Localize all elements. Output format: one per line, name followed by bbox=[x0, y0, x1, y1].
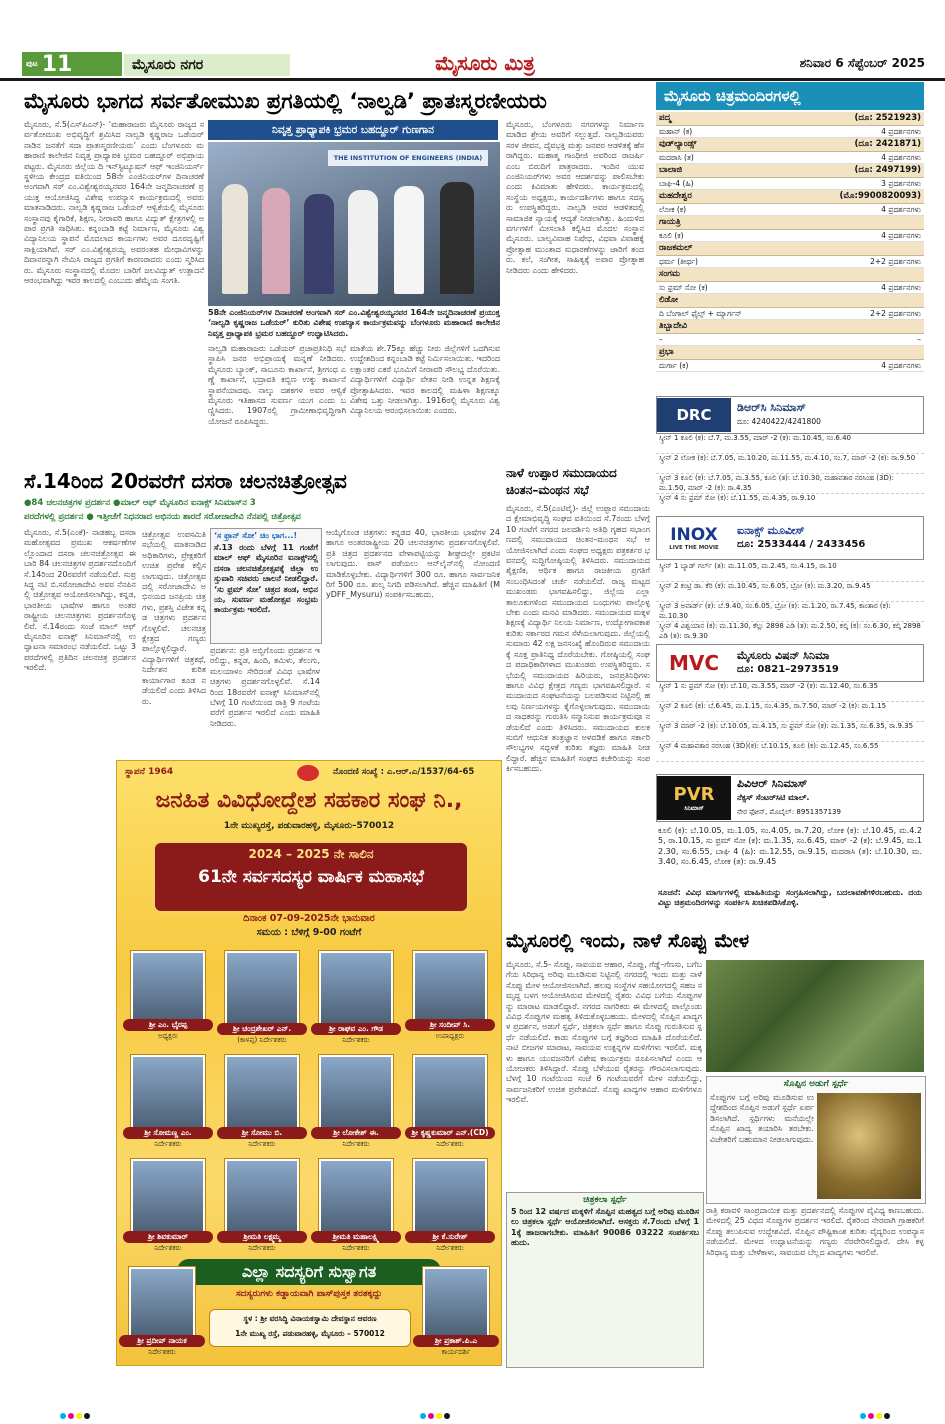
ad-year: 2024 – 2025 ನೇ ಸಾಲಿನ bbox=[248, 847, 374, 861]
film-name: ಬಾಘಿ-4 (ಹಿ) bbox=[659, 179, 694, 188]
person-photo bbox=[413, 1159, 487, 1237]
ad-person bbox=[217, 951, 307, 1045]
drc-schedule bbox=[656, 434, 924, 512]
pvr-phone: ನೇರ ಫೋನ್, ಮೊಬೈಲ್: 8951357139 bbox=[737, 808, 841, 816]
drc-phone: ದೂ: 4240422/4241800 bbox=[737, 417, 821, 426]
cinema-note: ಸೂಚನೆ: ವಿವಿಧ ಮಾರ್ಗಗಳಲ್ಲಿ ಮಾಹಿತಿಯನ್ನು ಸಂಗ್ರಹಿಸಲಾಗಿದ್ದು, ಬದಲಾವಣೆಗಳಿರಬಹುದು. ದಯವಿಟ್ಟು ಚಿತ್ರಮಂದಿರಗಳನ್ನು ಸಂಪರ್ಕಿಸಿ ಖಚಿತಪಡಿಸಿಕೊಳ್ಳಿ. bbox=[658, 888, 922, 908]
agm-advertisement bbox=[116, 760, 502, 1366]
ad-person bbox=[311, 1055, 401, 1149]
drawing-contest-box bbox=[506, 1192, 704, 1368]
person-role: ನಿರ್ದೇಶಕರು bbox=[154, 1140, 182, 1148]
person-photo bbox=[225, 951, 299, 1029]
film-name: ದಿ ಬೆಂಗಾಲ್ ಫೈಲ್ಸ್ + ಮ್ಯಾರ್ಗನ್ bbox=[659, 309, 742, 318]
schedule-line: ಸ್ಕ್ರೀನ್ 1 ಸು ಫ್ರಮ್ ಸೋ (ಕ): ಬೆ.10, ಮ.3.55, ಮಾರ್ ‑2 (ಕ): ಮ.12.40, ಸಂ.6.35 bbox=[656, 682, 924, 702]
dasara-body-col4: ಆಯ್ಕೆಗೊಂಡ ಚಿತ್ರಗಳು: ಕನ್ನಡದ 40, ಭಾರತೀಯ ಭಾಷೆಗಳ 24 ಹಾಗೂ ಅಂತರರಾಷ್ಟ್ರೀಯ 20 ಚಲನಚಿತ್ರಗಳು ಪ್ರದರ್ಶನಗೊಳ್ಳಲಿವೆ. ಪ್ರತಿ ಚಿತ್ರದ ಪ್ರದರ್ಶನದ ವೇಳಾಪಟ್ಟಿಯನ್ನು ಶೀಘ್ರದಲ್ಲೇ ಪ್ರಕಟಿಸಲಾಗುವುದು. ಪಾಸ್ ಪಡೆಯಲು ಆನ್‌ಲೈನ್‌ನಲ್ಲಿ ನೋಂದಣಿ ಮಾಡಿಕೊಳ್ಳಬೇಕು. ವಿದ್ಯಾರ್ಥಿಗಳಿಗೆ 300 ರೂ. ಹಾಗೂ ಸಾರ್ವಜನಿಕರಿಗೆ 500 ರೂ. ಶುಲ್ಕ ನಿಗದಿ ಪಡಿಸಲಾಗಿದೆ. ಹೆಚ್ಚಿನ ಮಾಹಿತಿಗೆ (MyDFF_Mysuru) ಸಂಪರ್ಕಿಸಬಹುದು. bbox=[326, 528, 500, 600]
schedule-line: ಸ್ಕ್ರೀನ್ 2 ಕೂಲಿ (ಕ): ಬೆ.6.45, ಮ.1.15, ಸಂ.4.35, ರಾ.7.50, ಮಾರ್ ‑2 (ಕ): ಮ.1.15 bbox=[656, 702, 924, 722]
page-number-badge bbox=[22, 52, 122, 76]
person-photo bbox=[225, 1159, 299, 1237]
schedule-line: ಸ್ಕ್ರೀನ್ 3 ಮಾರ್ ‑2 (ಕ): ಬೆ.10.05, ಮ.4.15, ಸು ಫ್ರಮ್ ಸೋ (ಕ): ಮ.1.35, ಸಂ.6.35, ರಾ.9.35 bbox=[656, 722, 924, 742]
person-name: ಶ್ರೀ ರಾಘವ ಎಂ. ಗೌಡ bbox=[311, 1023, 401, 1035]
person-role: ಕಾರ್ಯದರ್ಶಿ bbox=[441, 1348, 471, 1356]
person-name: ಶ್ರೀ ಸೋಮು ಬಿ. bbox=[217, 1127, 307, 1139]
schedule-line: ಸ್ಕ್ರೀನ್ 2 ಲೋಕ (ಕ): ಬೆ.7.05, ಮ.10.20, ಮ.11.55, ಮ.4.10, ಸಂ.7, ಮಾರ್ ‑2 (ಕ): ರಾ.9.50 bbox=[656, 454, 924, 474]
theatre-entry bbox=[656, 268, 924, 294]
cooking-contest-title: ಸೊಪ್ಪಿನ ಅಡುಗೆ ಸ್ಪರ್ಧೆ bbox=[783, 1079, 849, 1089]
inox-tagline: LIVE THE MOVIE bbox=[669, 545, 719, 551]
theatre-name: ವುಡ್‌ಲ್ಯಾಂಡ್ಸ್ bbox=[659, 139, 697, 149]
ad-welcome: ಎಲ್ಲಾ ಸದಸ್ಯರಿಗೆ ಸುಸ್ವಾಗತ bbox=[177, 1259, 441, 1285]
lead-photo-caption: 58ನೇ ಎಂಜಿನಿಯರ್‌ಗಳ ದಿನಾಚರಣೆ ಅಂಗವಾಗಿ ಸರ್ ಎಂ.ವಿಶ್ವೇಶ್ವರಯ್ಯನವರ 164ನೇ ಜನ್ಮದಿನಾಚರಣೆ ಪ್ರಯುಕ್ತ ‘ನಾಲ್ವಡಿ ಕೃಷ್ಣರಾಜ ಒಡೆಯರ್’ ಕುರಿತು ವಿಶೇಷ ಉಪನ್ಯಾಸ ಕಾರ್ಯಕ್ರಮವನ್ನು ಬೆಂಗಳೂರು ಮಹಾರಾಣಿ ಕಾಲೇಜಿನ ನಿವೃತ್ತ ಪ್ರಾಧ್ಯಾಪಕಿ ಭ್ರಮರ ಬಹದ್ದೂರ್ ಉದ್ಘಾಟಿಸಿದರು. bbox=[208, 308, 500, 338]
registration-marks bbox=[420, 1404, 452, 1423]
person-figure bbox=[394, 186, 424, 294]
person-figure bbox=[348, 190, 378, 294]
mvc-name: ಮೈಸೂರು ವಿಷನ್ ಸಿನಿಮಾ bbox=[737, 649, 830, 662]
ad-person bbox=[123, 1159, 213, 1253]
person-name: ಶ್ರೀ ಸಂದೀಪ್ ಸಿ. bbox=[405, 1019, 495, 1031]
theatre-name: ರಾಜಕಮಲ್ bbox=[659, 243, 693, 253]
schedule-line: ಸ್ಕ್ರೀನ್ 3 ಕೂಲಿ (ಕ): ಬೆ.7.05, ಮ.3.55, ಕೂಲಿ (ತ): ಬೆ.10.30, ಮಹಾವತಾರ ನರಸಿಂಹ (3D): ಮ.1.50, ಮಾರ್ ‑2 (ಕ): ರಾ.4.35 bbox=[656, 474, 924, 494]
person-figure bbox=[304, 194, 334, 294]
person-role: ನಿರ್ದೇಶಕರು bbox=[342, 1140, 370, 1148]
person-name: ಶ್ರೀ ಎಂ. ಭೈರಪ್ಪ bbox=[123, 1019, 213, 1031]
registration-marks bbox=[60, 1404, 92, 1423]
lead-body-col2: ನಾಲ್ವಡಿ ಮಹಾರಾಜರು ಒಡೆಯರ್ ಪ್ರಜಾಪ್ರತಿನಿಧಿ ಸಭೆ ಸ್ಥಾಪಿಸಿ ಜನರ ಅಭಿಪ್ರಾಯಕ್ಕೆ ಮನ್ನಣೆ ನೀಡಿದರು. ಮೈಸೂರು ಬ್ಯಾಂಕ್, ಸಾಬೂನು ಕಾರ್ಖಾನೆ, ಶ್ರೀಗಂಧ ಎಣ್ಣೆ ಕಾರ್ಖಾನೆ, ಭದ್ರಾವತಿ ಕಬ್ಬಿಣ ಉಕ್ಕು ಕಾರ್ಖಾನೆ ಸ್ಥಾಪನೆಯಾದವು. ನಾಲ್ಕು ದಶಕಗಳ ಅವರ ಆಳ್ವಿಕೆ ಮೈಸೂರು ಇತಿಹಾಸದ ಸುವರ್ಣ ಯುಗ ಎಂದು ಬಣ್ಣಿಸಿದರು. 1907ರಲ್ಲಿ ಗ್ರಾಮೀಣಾಭಿವೃದ್ಧಿಗಾಗಿ ಯೋಜನೆ ರೂಪಿಸಿದ್ದರು. bbox=[208, 344, 346, 426]
ad-person bbox=[311, 951, 401, 1045]
ad-person bbox=[311, 1159, 401, 1253]
person-photo bbox=[131, 951, 205, 1025]
show-count: 2+2 ಪ್ರದರ್ಶನಗಳು bbox=[870, 309, 921, 318]
person-photo bbox=[319, 1055, 393, 1133]
pvr-logo-text: PVR bbox=[673, 783, 715, 805]
person-role: ನಿರ್ದೇಶಕರು bbox=[248, 1140, 276, 1148]
theatre-phone: (ದೂ: 2521923) bbox=[854, 113, 921, 123]
person-figure bbox=[262, 188, 290, 294]
page-prefix: ಪುಟ bbox=[26, 59, 38, 68]
person-role: ನಿರ್ದೇಶಕರು bbox=[436, 1244, 464, 1252]
theatre-entry bbox=[656, 216, 924, 242]
mvc-banner bbox=[656, 644, 924, 682]
film-name: ಲೋಕ (ಕ) bbox=[659, 205, 687, 214]
ad-person bbox=[405, 951, 495, 1041]
dasara-subhead-1: ●84 ಚಲನಚಿತ್ರಗಳ ಪ್ರದರ್ಶನ ●ಮಾಲ್ ಆಫ್ ಮೈಸೂರಿನ ಐನಾಕ್ಸ್ ಸಿನಿಮಾಸ್‌ನ 3 bbox=[24, 498, 256, 508]
film-name: ಮದರಾಸಿ (ತ) bbox=[659, 153, 694, 162]
person-name: ಶ್ರೀ ಪ್ರದೀಪ್ ನಾಯಕ bbox=[119, 1335, 205, 1347]
ad-registration: ನೊಂದಣಿ ಸಂಖ್ಯೆ : ಎ.ಆರ್.ಎ/1537/64-65 bbox=[333, 767, 475, 777]
show-count: – bbox=[917, 335, 921, 344]
person-photo bbox=[319, 951, 393, 1029]
dasara-body-col3: ಪ್ರದರ್ಶನ: ಪ್ರತಿ ಅಬ್ಬಿಗೊಂದು ಪ್ರದರ್ಶನ ಇರಲಿದ್ದು, ಕನ್ನಡ, ಹಿಂದಿ, ತಮಿಳು, ತೆಲುಗು, ಮಲಯಾಳಂ ಸೇರಿದಂತೆ ವಿವಿಧ ಭಾಷೆಗಳ ಚಿತ್ರಗಳು ಪ್ರದರ್ಶನಗೊಳ್ಳಲಿವೆ. ಸೆ.14 ರಿಂದ 18ರವರೆಗೆ ಐನಾಕ್ಸ್ ಸಿನಿಮಾಸ್‌ನಲ್ಲಿ ಬೆಳಗ್ಗೆ 10 ಗಂಟೆಯಿಂದ ರಾತ್ರಿ 9 ಗಂಟೆಯವರೆಗೆ ಪ್ರದರ್ಶನ ಇರಲಿದೆ ಎಂದು ಮಾಹಿತಿ ನೀಡಿದರು. bbox=[210, 646, 320, 728]
dasara-body-col1: ಮೈಸೂರು, ಸೆ.5(ಎಂಕೆ)- ನಾಡಹಬ್ಬ ದಸರಾ ಮಹೋತ್ಸವದ ಪ್ರಮುಖ ಆಕರ್ಷಣೆಗಳಲ್ಲೊಂದಾದ ದಸರಾ ಚಲನಚಿತ್ರೋತ್ಸವ ಈ ಬಾರಿ 84 ಚಲನಚಿತ್ರಗಳ ಪ್ರದರ್ಶನದೊಂದಿಗೆ ಸೆ.14ರಿಂದ 20ರವರೆಗೆ ನಡೆಯಲಿದೆ. ಸುಪ್ರಸಿದ್ಧ ನಟಿ ಬಿ.ಸರೋಜಾದೇವಿ ಅವರ ನೆನಪಿನಲ್ಲಿ ಚಿತ್ರೋತ್ಸವ ಆಯೋಜಿಸಲಾಗಿದ್ದು, ಕನ್ನಡ, ಭಾರತೀಯ ಭಾಷೆಗಳ ಹಾಗೂ ಅಂತರರಾಷ್ಟ್ರೀಯ ಚಲನಚಿತ್ರಗಳು ಪ್ರದರ್ಶನಗೊಳ್ಳಲಿವೆ. ಸೆ.14ರಂದು ಸಂಜೆ ಮಾಲ್ ಆಫ್ ಮೈಸೂರಿನ ಐನಾಕ್ಸ್ ಸಿನಿಮಾಸ್‌ನಲ್ಲಿ ಉದ್ಘಾಟನಾ ಸಮಾರಂಭ ನಡೆಯಲಿದೆ. ಒಟ್ಟು 3 ಪರದೆಗಳಲ್ಲಿ ಪ್ರತಿದಿನ ಚಲನಚಿತ್ರ ಪ್ರದರ್ಶನ ಇರಲಿದೆ. bbox=[24, 528, 136, 673]
show-count: 4 ಪ್ರದರ್ಶನಗಳು bbox=[881, 231, 921, 240]
theatre-name: ಸಂಗಮ bbox=[659, 269, 680, 279]
mvc-phone: ದೂ: 0821–2973519 bbox=[737, 664, 839, 675]
schedule-line: ಸ್ಕ್ರೀನ್ 1 ಬ್ಯಾಡ್ ಗರ್ಲ್ (ತ): ಮ.11.05, ಮ.2.45, ಸಂ.4.15, ರಾ.10 bbox=[656, 562, 924, 582]
person-photo bbox=[423, 1267, 489, 1341]
page-number: 11 bbox=[41, 51, 73, 77]
theatre-entry bbox=[656, 346, 924, 372]
ad-person bbox=[217, 1159, 307, 1253]
person-role: ನಿರ್ದೇಶಕರು bbox=[342, 1244, 370, 1252]
person-name: ಶ್ರೀ ಶಿವಕುಮಾರ್ bbox=[123, 1231, 213, 1243]
ad-meeting-title: 61ನೇ ಸರ್ವಸದಸ್ಯರ ವಾರ್ಷಿಕ ಮಹಾಸಭೆ bbox=[198, 867, 424, 887]
person-name: ಶ್ರೀ ಚಂದ್ರಶೇಖರ್ ಎನ್. bbox=[217, 1023, 307, 1035]
drc-logo: DRC bbox=[657, 398, 731, 432]
soppu-body-col1: ಮೈಸೂರು, ಸೆ.5- ಸೊಪ್ಪು, ಸಾವಯವ ಆಹಾರ, ಸೊಪ್ಪು, ಗೆಡ್ಡೆ–ಗೆಣಸು, ಬಗೆಬಗೆಯ ಸಿರಿಧಾನ್ಯ ಅರಿವು ಮೂಡಿಸುವ ನಿಟ್ಟಿನಲ್ಲಿ ನಗರದಲ್ಲಿ ಇಂದು ಮತ್ತು ನಾಳೆ ಸೊಪ್ಪು ಮೇಳ ಆಯೋಜಿಸಲಾಗಿದೆ. ಹಲವು ಸಂಸ್ಥೆಗಳ ಸಹಯೋಗದಲ್ಲಿ ಸಹಜ ಸಮೃದ್ಧ ಬಳಗ ಆಯೋಜಿಸಿರುವ ಮೇಳದಲ್ಲಿ ರೈತರು ವಿವಿಧ ಬಗೆಯ ಸೊಪ್ಪುಗಳನ್ನು ಮಾರಾಟ ಮಾಡಲಿದ್ದಾರೆ. ನಗರದ ನಾಗರಿಕರು ಈ ಮೇಳದಲ್ಲಿ ಪಾಲ್ಗೊಂಡು ವಿವಿಧ ಸೊಪ್ಪುಗಳ ಮಹತ್ವ ತಿಳಿದುಕೊಳ್ಳಬಹುದು. ಮೇಳದಲ್ಲಿ ಸೊಪ್ಪಿನ ಖಾದ್ಯಗಳ ಪ್ರದರ್ಶನ, ಅಡುಗೆ ಸ್ಪರ್ಧೆ, ಚಿತ್ರಕಲಾ ಸ್ಪರ್ಧೆ ಹಾಗೂ ಸೊಪ್ಪು ಗುರುತಿಸುವ ಸ್ಪರ್ಧೆ ನಡೆಯಲಿದೆ. ಕಾಡು ಸೊಪ್ಪುಗಳ ಬಗ್ಗೆ ತಜ್ಞರಿಂದ ಮಾಹಿತಿ ದೊರೆಯಲಿದೆ. ನಾಟಿ ಬೀಜಗಳ ಮಾರಾಟ, ಸಾವಯವ ಉತ್ಪನ್ನಗಳ ಮಳಿಗೆಗಳು ಇರಲಿವೆ. ಮಕ್ಕಳು ಹಾಗೂ ಯುವಜನರಿಗೆ ವಿಶೇಷ ಕಾರ್ಯಕ್ರಮ ರೂಪಿಸಲಾಗಿದೆ ಎಂದು ಆಯೋಜಕರು ತಿಳಿಸಿದ್ದಾರೆ. ಸೊಪ್ಪು ಬೆಳೆಯುವ ರೈತರನ್ನು ಗೌರವಿಸಲಾಗುವುದು. ಬೆಳಗ್ಗೆ 10 ಗಂಟೆಯಿಂದ ಸಂಜೆ 6 ಗಂಟೆಯವರೆಗೆ ಮೇಳ ನಡೆಯಲಿದ್ದು, ಸಾರ್ವಜನಿಕರಿಗೆ ಉಚಿತ ಪ್ರವೇಶವಿದೆ. ಸೊಪ್ಪು ಖಾದ್ಯಗಳ ಆಹಾರ ಮಳಿಗೆಗಳೂ ಇರಲಿವೆ. bbox=[506, 960, 702, 1105]
ad-venue-2: 1ನೇ ಮುಖ್ಯ ರಸ್ತೆ, ಪಡುವಾರಹಳ್ಳಿ, ಮೈಸೂರು – 570012 bbox=[235, 1329, 385, 1338]
inox-logo-text: INOX bbox=[670, 525, 718, 545]
registration-marks bbox=[860, 1404, 892, 1423]
cinema-list bbox=[656, 112, 924, 392]
ad-venue: ಸ್ಥಳ : ಶ್ರೀ ವರಸಿದ್ಧಿ ವಿನಾಯಕಸ್ವಾಮಿ ದೇವಸ್ಥಾನ ಆವರಣ bbox=[243, 1314, 377, 1323]
schedule-line: ಸ್ಕ್ರೀನ್ 1 ಕೂಲಿ (ಕ): ಬೆ.7, ಮ.3.55, ಮಾರ್ ‑2 (ಕ): ಮ.10.45, ಸಂ.6.40 bbox=[656, 434, 924, 454]
dasara-box bbox=[210, 528, 322, 644]
ad-person bbox=[119, 1267, 205, 1357]
inox-phone: ದೂ: 2533444 / 2433456 bbox=[737, 539, 866, 550]
drawing-contest-title: ಚಿತ್ರಕಲಾ ಸ್ಪರ್ಧೆ bbox=[583, 1195, 627, 1205]
dasara-subhead-2: ಪರದೆಗಳಲ್ಲಿ ಪ್ರದರ್ಶನ ● ಇತ್ತೀಚೆಗೆ ನಿಧನರಾದ ಅಭಿನಯ ಶಾರದೆ ಸರೋಜಾದೇವಿ ನೆನಪಲ್ಲಿ ಚಿತ್ರೋತ್ಸವ bbox=[24, 512, 301, 522]
person-role: ನಿರ್ದೇಶಕರು bbox=[148, 1348, 176, 1356]
cinema-title: ಮೈಸೂರು ಚಿತ್ರಮಂದಿರಗಳಲ್ಲಿ bbox=[656, 82, 924, 110]
schedule-line: ಸ್ಕ್ರೀನ್ 4 ಸು ಫ್ರಮ್ ಸೋ (ಕ): ಬೆ.11.55, ಮ.4.35, ರಾ.9.10 bbox=[656, 494, 924, 512]
dasara-box-title: ‘ಸ ಫ್ರಾನ್ ಸೋ’ ಚಿಂ ಭಾಗ...! bbox=[214, 531, 298, 540]
person-figure bbox=[440, 182, 474, 294]
person-name: ಶ್ರೀಮತಿ ಮಹಾಲಕ್ಷ್ಮಿ bbox=[311, 1231, 401, 1243]
person-role: ನಿರ್ದೇಶಕರು bbox=[342, 1036, 370, 1044]
person-name: ಶ್ರೀ ಪ್ರಕಾಶ್.ಪಿ.ಎ bbox=[413, 1335, 499, 1347]
show-count: 4 ಪ್ರದರ್ಶನಗಳು bbox=[881, 153, 921, 162]
person-photo bbox=[129, 1267, 195, 1341]
ad-person bbox=[123, 1055, 213, 1149]
show-count: 2+2 ಪ್ರದರ್ಶನಗಳು bbox=[870, 257, 921, 266]
person-figure bbox=[222, 184, 248, 294]
theatre-phone: (ದೂ: 2497199) bbox=[854, 165, 921, 175]
theatre-entry bbox=[656, 320, 924, 346]
dasara-headline: ಸೆ.14ರಿಂದ 20ರವರೆಗೆ ದಸರಾ ಚಲನಚಿತ್ರೋತ್ಸವ bbox=[24, 469, 347, 493]
schedule-line: ಸ್ಕ್ರೀನ್ 4 ವಿಶ್ವಯಾನ (ಕ): ಮ.11.30, ಕೆಲ್ಲು 2898 ಎಡಿ (ತ): ಮ.2.50, ಕಲ್ಕಿ (ಕ): ಸಂ.6.30, ಕಲ್ಕಿ 2898 ಎಡಿ (ತ): ರಾ.9.30 bbox=[656, 622, 924, 640]
theatre-entry bbox=[656, 164, 924, 190]
person-photo bbox=[413, 1055, 487, 1133]
ad-meeting-banner bbox=[153, 841, 469, 913]
pvr-place: ನೆಕ್ಸಸ್ ಸೆಂಟರ್‌ಸಿಟಿ ಮಾಲ್. bbox=[737, 793, 810, 802]
ad-time: ಸಮಯ : ಬೆಳಿಗ್ಗೆ 9-00 ಗಂಟೆಗೆ bbox=[256, 927, 362, 938]
show-count: 4 ಪ್ರದರ್ಶನಗಳು bbox=[881, 205, 921, 214]
person-photo bbox=[319, 1159, 393, 1237]
person-role: ಅಧ್ಯಕ್ಷರು bbox=[158, 1032, 178, 1040]
mvc-logo: MVC bbox=[657, 646, 731, 680]
theatre-entry bbox=[656, 242, 924, 268]
schedule-line: ಸ್ಕ್ರೀನ್ 4 ಮಹಾವತಾರ ನರಸಿಂಹ (3D)(ಕ): ಬೆ.10.15, ಕೂಲಿ (ಕ): ಮ.12.45, ಸಂ.6.55 bbox=[656, 742, 924, 762]
person-role: ನಿರ್ದೇಶಕರು bbox=[436, 1140, 464, 1148]
theatre-name: ಲಿಡೋ bbox=[659, 295, 679, 305]
pvr-name: ಪಿವಿಆರ್ ಸಿನಿಮಾಸ್ bbox=[737, 777, 808, 790]
person-name: ಶ್ರೀ ಸೋಮಣ್ಣ ಎಂ. bbox=[123, 1127, 213, 1139]
pvr-logo bbox=[657, 776, 731, 820]
masthead bbox=[0, 50, 945, 81]
person-role: (ಕಾಳಪ್ಪ) ನಿರ್ದೇಶಕರು bbox=[237, 1036, 287, 1044]
theatre-name: ಮಹದೇಶ್ವರ bbox=[659, 191, 692, 201]
lead-body-col4: ಮೈಸೂರು, ಬೆಂಗಳೂರು ನಗರಗಳನ್ನು ನಿರ್ಮಾಣ ಮಾಡಿದ ಶ್ರೇಯ ಅವರಿಗೆ ಸಲ್ಲುತ್ತದೆ. ನಾಲ್ವಡಿಯವರು ಸರಳ ಜೀವನ, ದೈವಭಕ್ತಿ ಮತ್ತು ಜನಪರ ಆಡಳಿತಕ್ಕೆ ಹೆಸರಾಗಿದ್ದರು. ಮಹಾತ್ಮ ಗಾಂಧೀಜಿ ಅವರಿಂದ ರಾಜರ್ಷಿ ಎಂಬ ಬಿರುದಿಗೆ ಪಾತ್ರರಾದರು. ಇಂದಿನ ಯುವ ಎಂಜಿನಿಯರ್‌ಗಳು ಅವರ ಆದರ್ಶವನ್ನು ಪಾಲಿಸಬೇಕು ಎಂದು ಕಿವಿಮಾತು ಹೇಳಿದರು. ಕಾರ್ಯಕ್ರಮದಲ್ಲಿ ಸಂಸ್ಥೆಯ ಅಧ್ಯಕ್ಷರು, ಕಾರ್ಯದರ್ಶಿಗಳು ಹಾಗೂ ಸದಸ್ಯರು ಉಪಸ್ಥಿತರಿದ್ದರು. ನಾಲ್ವಡಿ ಅವರ ಆಡಳಿತದಲ್ಲಿ ಸಾಮಾಜಿಕ ನ್ಯಾಯಕ್ಕೆ ಆದ್ಯತೆ ನೀಡಲಾಗಿತ್ತು. ಹಿಂದುಳಿದ ವರ್ಗಗಳಿಗೆ ಮೀಸಲಾತಿ ಕಲ್ಪಿಸಿದ ಮೊದಲ ಸಂಸ್ಥಾನ ಮೈಸೂರು. ಬಾಲ್ಯವಿವಾಹ ನಿಷೇಧ, ವಿಧವಾ ವಿವಾಹಕ್ಕೆ ಪ್ರೋತ್ಸಾಹ ಮುಂತಾದ ಸುಧಾರಣೆಗಳನ್ನು ಜಾರಿಗೆ ತಂದರು. ಕಲೆ, ಸಂಗೀತ, ಸಾಹಿತ್ಯಕ್ಕೆ ಅಪಾರ ಪ್ರೋತ್ಸಾಹ ನೀಡಿದರು ಎಂದು ಹೇಳಿದರು. bbox=[506, 120, 644, 275]
film-name: ಧರ್ಮ (ತೀರ್ಥ) bbox=[659, 257, 698, 266]
pvr-logo-sub: ಸಿನಿಮಾಸ್ bbox=[684, 804, 704, 812]
section-title: ಮೈಸೂರು ನಗರ bbox=[124, 54, 290, 76]
lead-photo bbox=[208, 142, 500, 306]
soppu-headline: ಮೈಸೂರಲ್ಲಿ ಇಂದು, ನಾಳೆ ಸೊಪ್ಪು ಮೇಳ bbox=[506, 930, 750, 952]
dasara-box-body: ಸೆ.13 ರಂದು ಬೆಳಗ್ಗೆ 11 ಗಂಟೆಗೆ ಮಾಲ್ ಆಫ್ ಮೈಸೂರಿನ ಐನಾಕ್ಸ್‌ನಲ್ಲಿ ದಸರಾ ಚಲನಚಿತ್ರೋತ್ಸವಕ್ಕೆ ಜಿಲ್ಲಾ ಉಸ್ತುವಾರಿ ಸಚಿವರು ಚಾಲನೆ ನೀಡಲಿದ್ದಾರೆ. ‘ಸು ಫ್ರಮ್ ಸೋ’ ಚಿತ್ರದ ತಂಡ, ಅಭಿನಯ, ಸುವರ್ಣ ಮಹೋತ್ಸವ ಸಂಭ್ರಮ ಕಾರ್ಯಕ್ರಮ ಇರಲಿದೆ. bbox=[214, 543, 318, 615]
inox-banner bbox=[656, 516, 924, 560]
inox-logo bbox=[657, 518, 731, 558]
schedule-line: ಸ್ಕ್ರೀನ್ 2 ಕಂಟ್ರಿ ಡಾ. ಕೆರಿ (ಕ): ಮ.10.45, ಸಂ.6.05, ಬ್ರೋ (ಕ): ಮ.3.20, ರಾ.9.45 bbox=[656, 582, 924, 602]
ad-estd: ಸ್ಥಾಪನೆ 1964 bbox=[125, 767, 174, 777]
ad-note: ಸದಸ್ಯರುಗಳು ಕಡ್ಡಾಯವಾಗಿ ಪಾಸ್‌ಪುಸ್ತಕ ತರತಕ್ಕದ್ದು bbox=[235, 1289, 382, 1299]
sabhe-body: ಮೈಸೂರು, ಸೆ.5(ಎಂಟಿವೈ)- ಜಿಲ್ಲೆ ಉಪ್ಪಾರ ಸಮುದಾಯದ ಕ್ಷೇಮಾಭಿವೃದ್ಧಿ ಸಂಘದ ವತಿಯಿಂದ ಸೆ.7ರಂದು ಬೆಳಗ್ಗೆ 10 ಗಂಟೆಗೆ ನಗರದ ಜಲದರ್ಶಿನಿ ಅತಿಥಿ ಗೃಹದ ಸಭಾಂಗಣದಲ್ಲಿ ಸಮುದಾಯದ ಚಿಂತನ–ಮಂಥನ ಸಭೆ ಆಯೋಜಿಸಲಾಗಿದೆ ಎಂದು ಸಂಘದ ಅಧ್ಯಕ್ಷರು ಪತ್ರಕರ್ತರ ಭವನದಲ್ಲಿ ಸುದ್ದಿಗೋಷ್ಠಿಯಲ್ಲಿ ತಿಳಿಸಿದರು. ಸಮುದಾಯದ ಶೈಕ್ಷಣಿಕ, ಆರ್ಥಿಕ ಹಾಗೂ ರಾಜಕೀಯ ಪ್ರಗತಿಗೆ ಸಂಬಂಧಿಸಿದಂತೆ ಚರ್ಚೆ ನಡೆಯಲಿದೆ. ರಾಜ್ಯ ಮಟ್ಟದ ಮುಖಂಡರು ಭಾಗವಹಿಸಲಿದ್ದು, ಜಿಲ್ಲೆಯ ಎಲ್ಲಾ ತಾಲೂಕುಗಳಿಂದ ಸಮುದಾಯದ ಬಂಧುಗಳು ಪಾಲ್ಗೊಳ್ಳಬೇಕು ಎಂದು ಮನವಿ ಮಾಡಿದರು. ಸಮುದಾಯದ ಮಕ್ಕಳ ಶಿಕ್ಷಣಕ್ಕೆ ವಿದ್ಯಾರ್ಥಿ ನಿಲಯ ನಿರ್ಮಾಣ, ಉದ್ಯೋಗಾವಕಾಶ ಕುರಿತು ಸರ್ಕಾರದ ಗಮನ ಸೆಳೆಯಲಾಗುವುದು. ಜಿಲ್ಲೆಯಲ್ಲಿ ಸುಮಾರು 42 ಲಕ್ಷ ಜನಸಂಖ್ಯೆ ಹೊಂದಿರುವ ಸಮುದಾಯಕ್ಕೆ ಸೂಕ್ತ ಪ್ರಾತಿನಿಧ್ಯ ದೊರೆಯಬೇಕು. ಗೋಷ್ಠಿಯಲ್ಲಿ ಸಂಘದ ಪದಾಧಿಕಾರಿಗಳಾದ ಮುಖಂಡರು ಉಪಸ್ಥಿತರಿದ್ದರು. ಸಭೆಯಲ್ಲಿ ಸಮುದಾಯದ ಹಿರಿಯರು, ಜನಪ್ರತಿನಿಧಿಗಳು ಹಾಗೂ ವಿವಿಧ ಕ್ಷೇತ್ರದ ಗಣ್ಯರು ಭಾಗವಹಿಸಲಿದ್ದಾರೆ. ಸಮುದಾಯದ ಸಂಘಟನೆಯನ್ನು ಬಲಪಡಿಸುವ ನಿಟ್ಟಿನಲ್ಲಿ ಹಲವು ನಿರ್ಣಯಗಳನ್ನು ಕೈಗೊಳ್ಳಲಾಗುವುದು. ಸಮುದಾಯದ ಸಾಧಕರನ್ನು ಗುರುತಿಸಿ ಸನ್ಮಾನಿಸುವ ಕಾರ್ಯಕ್ರಮವೂ ನಡೆಯಲಿದೆ ಎಂದು ತಿಳಿಸಿದರು. ಸಮುದಾಯದ ಕುಲಕಸುಬಿಗೆ ಆಧುನಿಕ ತಂತ್ರಜ್ಞಾನ ಅಳವಡಿಕೆ ಹಾಗೂ ಸರ್ಕಾರಿ ಸೌಲಭ್ಯಗಳ ಸದ್ಬಳಕೆ ಕುರಿತು ತಜ್ಞರು ಮಾಹಿತಿ ನೀಡಲಿದ್ದಾರೆ. ಹೆಚ್ಚಿನ ಮಾಹಿತಿಗೆ ಸಂಘದ ಕಚೇರಿಯನ್ನು ಸಂಪರ್ಕಿಸಬಹುದು. bbox=[506, 504, 650, 774]
show-count: 3 ಪ್ರದರ್ಶನಗಳು bbox=[881, 179, 921, 188]
soppu-body-col2: ರಾತ್ರಿ ಕರಾವಳಿ ಸಾಂಪ್ರದಾಯಿಕ ಮತ್ತು ಪ್ರದರ್ಶನದಲ್ಲಿ ಸೊಪ್ಪುಗಳ ವೈವಿಧ್ಯ ಕಾಣಬಹುದು. ಮೇಳದಲ್ಲಿ 25 ವಿಧದ ಸೊಪ್ಪುಗಳ ಪ್ರದರ್ಶನ ಇರಲಿದೆ. ರೈತರಿಂದ ನೇರವಾಗಿ ಗ್ರಾಹಕರಿಗೆ ಸೊಪ್ಪು ತಲುಪಿಸುವ ಉದ್ದೇಶವಿದೆ. ಸೊಪ್ಪಿನ ಪೌಷ್ಟಿಕಾಂಶ ಕುರಿತು ವೈದ್ಯರಿಂದ ಉಪನ್ಯಾಸ ನಡೆಯಲಿದೆ. ಮೇಳದ ಉದ್ಘಾಟನೆಯನ್ನು ಗಣ್ಯರು ನೆರವೇರಿಸಲಿದ್ದಾರೆ. ದೇಸಿ ಕಳ್ಳ ಸಿರಿಧಾನ್ಯ ಮತ್ತು ಬೇಳೆಕಾಳು, ಸಾವಯವ ಬೆಲ್ಲದ ಖಾದ್ಯಗಳು ಇರಲಿವೆ. bbox=[706, 1206, 924, 1257]
theatre-phone: (ದೂ: 2421871) bbox=[854, 139, 921, 149]
dasara-body-col2-wrap bbox=[142, 530, 206, 750]
theatre-name: ಪದ್ಮ bbox=[659, 113, 672, 123]
film-name: ದುರ್ಗಾ (ಕ) bbox=[659, 361, 689, 370]
lead-body-col3: ಮಾತೆಯ ಶೇ.75ಕ್ಕೂ ಹೆಚ್ಚು ನೀರು ಜಿಲ್ಲೆಗಳಿಗೆ ಒದಗಿಸುವ ಉದ್ದೇಶದಿಂದ ಕನ್ನಂಬಾಡಿ ಕಟ್ಟೆ ನಿರ್ಮಿಸಲಾಯಿತು. ಇದರಿಂದ ಲಕ್ಷಾಂತರ ಎಕರೆ ಭೂಮಿಗೆ ನೀರಾವರಿ ಸೌಲಭ್ಯ ದೊರೆಯಿತು. ವಿದ್ಯಾರ್ಥಿಗಳಿಗೆ ವಿದ್ಯಾರ್ಥಿ ವೇತನ ನೀಡಿ ಉನ್ನತ ಶಿಕ್ಷಣಕ್ಕೆ ಪ್ರೋತ್ಸಾಹಿಸಿದರು. ಇವರ ಕಾಲದಲ್ಲಿ ಮಹಿಳಾ ಶಿಕ್ಷಣಕ್ಕೂ ವಿಶೇಷ ಒತ್ತು ನೀಡಲಾಗಿತ್ತು. 1916ರಲ್ಲಿ ಮೈಸೂರು ವಿಶ್ವವಿದ್ಯಾನಿಲಯ ಆರಂಭಿಸಲಾಯಿತು ಎಂದರು. bbox=[350, 344, 500, 416]
handshake-icon bbox=[297, 765, 319, 781]
person-role: ನಿರ್ದೇಶಕರು bbox=[154, 1244, 182, 1252]
schedule-line: ಸ್ಕ್ರೀನ್ 3 ಅವಾರ್ಡ್ (ಕ): ಬೆ.9.40, ಸಂ.6.05, ಬ್ರೋ (ಕ): ಮ.1.20, ರಾ.7.45, ಕಾಂತಾರ (ಕ): ಮ.10.30 bbox=[656, 602, 924, 622]
film-name: ಮಹಾನ್ (ಕ) bbox=[659, 127, 693, 136]
theatre-name: ತಿಬ್ಬಾದೇವಿ bbox=[659, 321, 688, 331]
person-name: ಶ್ರೀ ಲೋಕೇಶ್ ಈ. bbox=[311, 1127, 401, 1139]
inox-name: ಐನಾಕ್ಸ್ ಮೂವೀಸ್ bbox=[737, 524, 805, 537]
sabhe-headline: ನಾಳೆ ಉಪ್ಪಾರ ಸಮುದಾಯದ ಚಿಂತನ–ಮಂಥನ ಸಭೆ bbox=[506, 466, 617, 497]
theatre-name: ಪ್ರಭಾ bbox=[659, 347, 674, 357]
photo-banner: THE INSTITUTION OF ENGINEERS (INDIA) bbox=[328, 150, 488, 166]
cooking-contest-body: ಸೊಪ್ಪುಗಳ ಬಗ್ಗೆ ಅರಿವು ಮೂಡಿಸುವ ಉದ್ದೇಶದಿಂದ ಸೊಪ್ಪಿನ ಅಡುಗೆ ಸ್ಪರ್ಧೆ ಏರ್ಪಡಿಸಲಾಗಿದೆ. ಸ್ಪರ್ಧಿಗಳು ಮನೆಯಲ್ಲೇ ಸೊಪ್ಪಿನ ಖಾದ್ಯ ತಯಾರಿಸಿ ತರಬೇಕು. ವಿಜೇತರಿಗೆ ಬಹುಮಾನ ನೀಡಲಾಗುವುದು. bbox=[710, 1093, 814, 1144]
film-name: ಕೂಲಿ (ಕ) bbox=[659, 231, 684, 240]
inox-schedule bbox=[656, 562, 924, 640]
show-count: 4 ಪ್ರದರ್ಶನಗಳು bbox=[881, 283, 921, 292]
lead-subhead: ನಿವೃತ್ತ ಪ್ರಾಧ್ಯಾಪಕಿ ಭ್ರಮರ ಬಹದ್ದೂರ್ ಗುಣಗಾನ bbox=[208, 120, 498, 140]
dish-photo bbox=[817, 1093, 921, 1199]
ad-person bbox=[217, 1055, 307, 1149]
dasara-body-col2: ಚಿತ್ರೋತ್ಸವ ಉಪಸಮಿತಿ ಸಭೆಯಲ್ಲಿ ಮಾತನಾಡಿದ ಅಧಿಕಾರಿಗಳು, ಪ್ರೇಕ್ಷಕರಿಗೆ ಉಚಿತ ಪ್ರವೇಶ ಕಲ್ಪಿಸಲಾಗುವುದು. ಚಿತ್ರೋತ್ಸವದಲ್ಲಿ ಸರೋಜಾದೇವಿ ಅಭಿನಯದ ಜನಪ್ರಿಯ ಚಿತ್ರಗಳು, ಪ್ರಶಸ್ತಿ ವಿಜೇತ ಕನ್ನಡ ಚಿತ್ರಗಳು ಪ್ರದರ್ಶನಗೊಳ್ಳಲಿವೆ. ಚಲನಚಿತ್ರ ಕ್ಷೇತ್ರದ ಗಣ್ಯರು ಪಾಲ್ಗೊಳ್ಳಲಿದ್ದಾರೆ. ವಿದ್ಯಾರ್ಥಿಗಳಿಗೆ ಚಿತ್ರಕಥೆ, ನಿರ್ದೇಶನ ಕುರಿತ ಕಾರ್ಯಾಗಾರ ಕೂಡ ನಡೆಯಲಿದೆ ಎಂದು ತಿಳಿಸಿದರು. bbox=[142, 530, 206, 706]
theatre-entry bbox=[656, 190, 924, 216]
ad-venue-box bbox=[209, 1309, 411, 1347]
person-role: ನಿರ್ದೇಶಕರು bbox=[248, 1244, 276, 1252]
lead-body-col1: ಮೈಸೂರು, ಸೆ.5(ಎಸ್‌ಪಿಎನ್)- ‘ಮಹಾರಾಜರು ಮೈಸೂರು ರಾಜ್ಯದ ಸರ್ವತೋಮುಖ ಅಭಿವೃದ್ಧಿಗೆ ಶ್ರಮಿಸಿದ ನಾಲ್ವಡಿ ಕೃಷ್ಣರಾಜ ಒಡೆಯರ್ ನಾಡಿನ ಜನತೆಗೆ ಸದಾ ಪ್ರಾತಃಸ್ಮರಣೀಯರು’ ಎಂದು ಬೆಂಗಳೂರು ಮಹಾರಾಣಿ ಕಾಲೇಜಿನ ನಿವೃತ್ತ ಪ್ರಾಧ್ಯಾಪಕಿ ಭ್ರಮರ ಬಹದ್ದೂರ್ ಅಭಿಪ್ರಾಯಪಟ್ಟರು. ಮೈಸೂರು ಜಿಲ್ಲೆಯ ದಿ ಇನ್‌ಸ್ಟಿಟ್ಯೂಷನ್ ಆಫ್ ಇಂಜಿನಿಯರ್ಸ್ ಸ್ಥಳೀಯ ಕೇಂದ್ರದ ವತಿಯಿಂದ 58ನೇ ಎಂಜಿನಿಯರ್‌ಗಳ ದಿನಾಚರಣೆ ಅಂಗವಾಗಿ ಸರ್ ಎಂ.ವಿಶ್ವೇಶ್ವರಯ್ಯನವರ 164ನೇ ಜನ್ಮದಿನಾಚರಣೆ ಪ್ರಯುಕ್ತ ಆಯೋಜಿಸಿದ್ದ ವಿಶೇಷ ಉಪನ್ಯಾಸ ಕಾರ್ಯಕ್ರಮದಲ್ಲಿ ಅವರು ಮಾತನಾಡಿದರು. ನಾಲ್ವಡಿ ಕೃಷ್ಣರಾಜ ಒಡೆಯರ್ ಆಳ್ವಿಕೆಯಲ್ಲಿ ಮೈಸೂರು ಸಂಸ್ಥಾನವು ಕೈಗಾರಿಕೆ, ಶಿಕ್ಷಣ, ನೀರಾವರಿ ಹಾಗೂ ವಿದ್ಯುತ್ ಕ್ಷೇತ್ರಗಳಲ್ಲಿ ಅಪಾರ ಪ್ರಗತಿ ಸಾಧಿಸಿತು. ಕನ್ನಂಬಾಡಿ ಕಟ್ಟೆ ನಿರ್ಮಾಣ, ಮೈಸೂರು ವಿಶ್ವವಿದ್ಯಾನಿಲಯ ಸ್ಥಾಪನೆ ಮೊದಲಾದ ಕಾರ್ಯಗಳು ಅವರ ದೂರದೃಷ್ಟಿಗೆ ಸಾಕ್ಷಿಯಾಗಿವೆ. ಸರ್ ಎಂ.ವಿಶ್ವೇಶ್ವರಯ್ಯ ಅವರಂತಹ ಮೇಧಾವಿಗಳನ್ನು ದಿವಾನರನ್ನಾಗಿ ನೇಮಿಸಿ ರಾಜ್ಯದ ಪ್ರಗತಿಗೆ ಕಾರಣರಾದರು ಎಂದು ಸ್ಮರಿಸಿದರು. ಮೈಸೂರು ಸಂಸ್ಥಾನದಲ್ಲಿ ಮೊದಲ ಬಾರಿಗೆ ಜಲವಿದ್ಯುತ್ ಉತ್ಪಾದನೆ ಆರಂಭವಾಗಿದ್ದು ಇವರ ಕಾಲದಲ್ಲಿ ಎಂಬುದು ಹೆಮ್ಮೆಯ ಸಂಗತಿ. bbox=[24, 120, 204, 286]
ad-address: 1ನೇ ಮುಖ್ಯರಸ್ತೆ, ಪಡುವಾರಹಳ್ಳಿ, ಮೈಸೂರು–570012 bbox=[223, 821, 395, 831]
person-name: ಶ್ರೀ ಕೆ.ಸುರೇಶ್ bbox=[405, 1231, 495, 1243]
greens-photo bbox=[706, 960, 924, 1072]
ad-date: ದಿನಾಂಕ 07-09-2025ನೇ ಭಾನುವಾರ bbox=[243, 913, 375, 924]
theatre-name: ಗಾಯತ್ರಿ bbox=[659, 217, 681, 227]
theatre-phone: (ಮೊ:9900820093) bbox=[839, 191, 921, 201]
theatre-entry bbox=[656, 294, 924, 320]
ad-person bbox=[405, 1159, 495, 1253]
film-name: ಸು ಫ್ರಮ್ ಸೋ (ಕ) bbox=[659, 283, 708, 292]
drawing-contest-body: 5 ರಿಂದ 12 ವರ್ಷದ ಮಕ್ಕಳಿಗೆ ಸೊಪ್ಪಿನ ಮಹತ್ವದ ಬಗ್ಗೆ ಅರಿವು ಮೂಡಿಸಲು ಚಿತ್ರಕಲಾ ಸ್ಪರ್ಧೆ ಆಯೋಜಿಸಲಾಗಿದೆ. ಆಸಕ್ತರು ಸೆ.7ರಂದು ಬೆಳಗ್ಗೆ 11ಕ್ಕೆ ಹಾಜರಾಗಬೇಕು. ಮಾಹಿತಿಗೆ 90086 03222 ಸಂಪರ್ಕಿಸಬಹುದು. bbox=[511, 1207, 699, 1248]
drc-name: ಡಿಆರ್‌ಸಿ ಸಿನಿಮಾಸ್ bbox=[737, 401, 806, 414]
pvr-banner bbox=[656, 774, 924, 822]
person-name: ಶ್ರೀಮತಿ ಲಕ್ಷ್ಮಮ್ಮ bbox=[217, 1231, 307, 1243]
theatre-entry bbox=[656, 112, 924, 138]
theatre-entry bbox=[656, 138, 924, 164]
ad-organisation: ಜನಹಿತ ವಿವಿಧೋದ್ದೇಶ ಸಹಕಾರ ಸಂಘ ನಿ., bbox=[155, 788, 463, 813]
theatre-name: ಬಾಲಾಜಿ bbox=[659, 165, 683, 175]
pvr-schedule: ಕೂಲಿ (ಕ): ಬೆ.10.05, ಮ.1.05, ಸಂ.4.05, ರಾ.7.20, ಲೋಕ (ಕ): ಬೆ.10.45, ಮ.4.25, ರಾ.10.15, ಸು ಫ್ರಮ್ ಸೋ (ಕ): ಮ.1.35, ಸಂ.6.45, ಮಾರ್ ‑2 (ಕ): ಬೆ.9.45, ಮ.12.30, ಸಂ.6.55, ಬಾಘಿ 4 (ಹಿ): ಮ.12.55, ರಾ.9.15, ಮದರಾಸಿ (ತ): ಬೆ.10.30, ಮ.3.40, ಸಂ.6.45, ಲೋಕ (ತ): ರಾ.9.45 bbox=[658, 826, 922, 867]
show-count: 4 ಪ್ರದರ್ಶನಗಳು bbox=[881, 127, 921, 136]
lead-headline: ಮೈಸೂರು ಭಾಗದ ಸರ್ವತೋಮುಖ ಪ್ರಗತಿಯಲ್ಲಿ ‘ನಾಲ್ವಡಿ’ ಪ್ರಾತಃಸ್ಮರಣೀಯರು bbox=[24, 89, 547, 113]
person-photo bbox=[413, 951, 487, 1025]
cooking-contest-box bbox=[706, 1076, 926, 1204]
ad-person bbox=[405, 1055, 495, 1149]
person-photo bbox=[131, 1159, 205, 1237]
drc-banner bbox=[656, 396, 924, 434]
ad-person bbox=[123, 951, 213, 1041]
show-count: 4 ಪ್ರದರ್ಶನಗಳು bbox=[881, 361, 921, 370]
person-photo bbox=[131, 1055, 205, 1133]
person-name: ಶ್ರೀ ಕೃಷ್ಣಕುಮಾರ್ ಎನ್.(CD) bbox=[405, 1127, 495, 1139]
newspaper-logo: ಮೈಸೂರು ಮಿತ್ರ bbox=[435, 51, 535, 75]
issue-date: ಶನಿವಾರ 6 ಸೆಪ್ಟೆಂಬರ್ 2025 bbox=[799, 56, 925, 70]
film-name: – bbox=[659, 335, 663, 344]
person-photo bbox=[225, 1055, 299, 1133]
ad-person bbox=[413, 1267, 499, 1357]
mvc-schedule bbox=[656, 682, 924, 762]
person-role: ಉಪಾಧ್ಯಕ್ಷರು bbox=[435, 1032, 465, 1040]
